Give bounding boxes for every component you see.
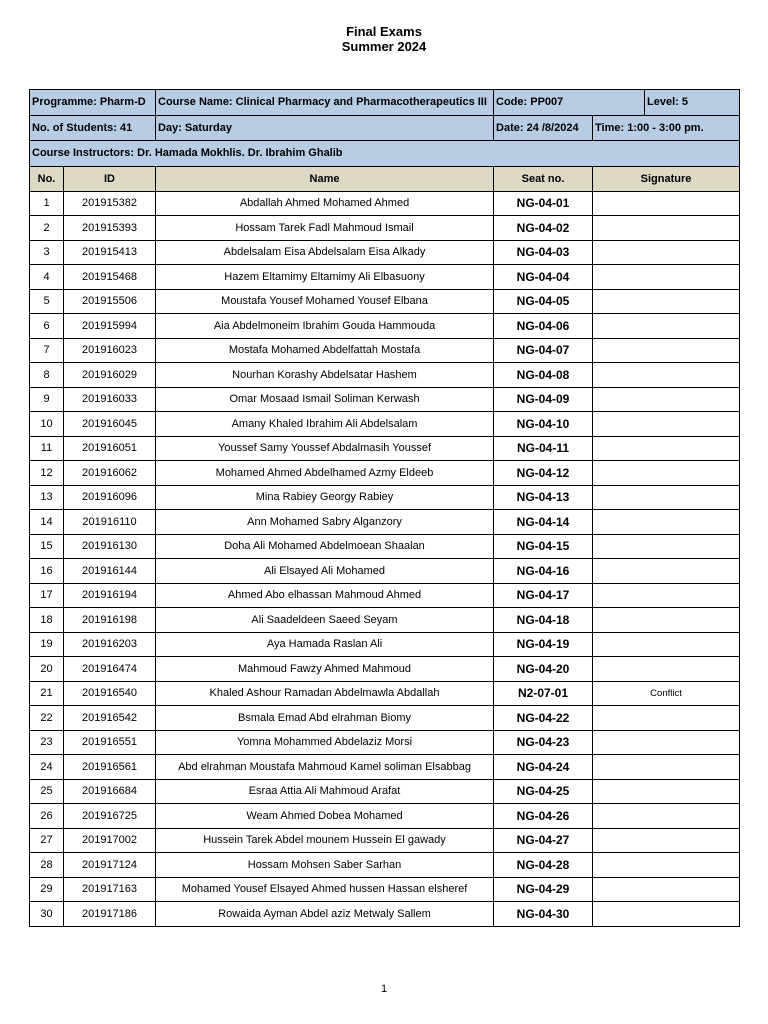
seat-number-cell: NG-04-15 (494, 534, 593, 559)
seat-number-cell: NG-04-16 (494, 559, 593, 584)
signature-cell (593, 755, 740, 780)
row-number-cell: 20 (30, 657, 64, 682)
students-count-cell: No. of Students: 41 (30, 115, 156, 141)
seat-number-cell: NG-04-07 (494, 338, 593, 363)
seat-number-cell: NG-04-14 (494, 510, 593, 535)
table-row (30, 706, 740, 731)
student-name-cell: Youssef Samy Youssef Abdalmasih Youssef (156, 436, 494, 461)
seat-number-cell: NG-04-13 (494, 485, 593, 510)
student-id-cell: 201916684 (64, 779, 156, 804)
signature-cell (593, 387, 740, 412)
row-number-cell: 24 (30, 755, 64, 780)
student-name-cell: Omar Mosaad Ismail Soliman Kerwash (156, 387, 494, 412)
table-row (30, 338, 740, 363)
student-name-cell: Ali Elsayed Ali Mohamed (156, 559, 494, 584)
seat-number-cell: NG-04-27 (494, 828, 593, 853)
student-id-cell: 201916130 (64, 534, 156, 559)
seat-number-cell: NG-04-01 (494, 191, 593, 216)
table-row (30, 681, 740, 706)
table-row (30, 804, 740, 829)
table-row (30, 657, 740, 682)
seat-number-cell: NG-04-06 (494, 314, 593, 339)
instructors-cell: Course Instructors: Dr. Hamada Mokhlis. Dr. Ibrahim Ghalib (30, 141, 740, 167)
row-number-cell: 14 (30, 510, 64, 535)
page-number: 1 (380, 983, 388, 995)
student-name-cell: Bsmala Emad Abd elrahman Biomy (156, 706, 494, 731)
row-number-cell: 18 (30, 608, 64, 633)
row-number-cell: 1 (30, 191, 64, 216)
student-name-cell: Hazem Eltamimy Eltamimy Ali Elbasuony (156, 265, 494, 290)
signature-cell (593, 853, 740, 878)
student-id-cell: 201916062 (64, 461, 156, 486)
column-header-signature: Signature (593, 166, 740, 191)
signature-cell (593, 534, 740, 559)
student-id-cell: 201916045 (64, 412, 156, 437)
signature-cell (593, 657, 740, 682)
table-row (30, 510, 740, 535)
row-number-cell: 5 (30, 289, 64, 314)
row-number-cell: 8 (30, 363, 64, 388)
student-name-cell: Abdelsalam Eisa Abdelsalam Eisa Alkady (156, 240, 494, 265)
seat-number-cell: NG-04-18 (494, 608, 593, 633)
table-row (30, 608, 740, 633)
table-row (30, 265, 740, 290)
student-name-cell: Moustafa Yousef Mohamed Yousef Elbana (156, 289, 494, 314)
row-number-cell: 9 (30, 387, 64, 412)
column-header-name: Name (156, 166, 494, 191)
student-id-cell: 201916144 (64, 559, 156, 584)
student-name-cell: Esraa Attia Ali Mahmoud Arafat (156, 779, 494, 804)
row-number-cell: 16 (30, 559, 64, 584)
table-row (30, 314, 740, 339)
table-row (30, 363, 740, 388)
document-title: Final Exams (346, 24, 422, 39)
info-row-schedule (30, 115, 740, 141)
signature-cell (593, 240, 740, 265)
signature-cell: Conflict (593, 681, 740, 706)
column-header-row (30, 166, 740, 191)
table-row (30, 436, 740, 461)
signature-cell (593, 412, 740, 437)
column-header-no: No. (30, 166, 64, 191)
row-number-cell: 13 (30, 485, 64, 510)
row-number-cell: 12 (30, 461, 64, 486)
student-id-cell: 201916029 (64, 363, 156, 388)
table-row (30, 853, 740, 878)
seat-number-cell: NG-04-19 (494, 632, 593, 657)
exam-sheet-table (29, 89, 740, 927)
table-row (30, 730, 740, 755)
row-number-cell: 17 (30, 583, 64, 608)
row-number-cell: 23 (30, 730, 64, 755)
student-name-cell: Abd elrahman Moustafa Mahmoud Kamel soliman Elsabbag (156, 755, 494, 780)
row-number-cell: 19 (30, 632, 64, 657)
signature-cell (593, 902, 740, 927)
table-row (30, 534, 740, 559)
table-row (30, 559, 740, 584)
student-id-cell: 201917002 (64, 828, 156, 853)
signature-cell (593, 461, 740, 486)
signature-cell (593, 485, 740, 510)
table-row (30, 387, 740, 412)
student-name-cell: Aia Abdelmoneim Ibrahim Gouda Hammouda (156, 314, 494, 339)
day-cell: Day: Saturday (156, 115, 494, 141)
signature-cell (593, 706, 740, 731)
seat-number-cell: NG-04-26 (494, 804, 593, 829)
student-name-cell: Hossam Tarek Fadl Mahmoud Ismail (156, 216, 494, 241)
signature-cell (593, 877, 740, 902)
row-number-cell: 22 (30, 706, 64, 731)
signature-cell (593, 804, 740, 829)
table-row (30, 828, 740, 853)
student-id-cell: 201916542 (64, 706, 156, 731)
seat-number-cell: NG-04-12 (494, 461, 593, 486)
seat-number-cell: NG-04-08 (494, 363, 593, 388)
row-number-cell: 21 (30, 681, 64, 706)
seat-number-cell: N2-07-01 (494, 681, 593, 706)
student-name-cell: Amany Khaled Ibrahim Ali Abdelsalam (156, 412, 494, 437)
student-id-cell: 201917124 (64, 853, 156, 878)
table-row (30, 485, 740, 510)
student-id-cell: 201916474 (64, 657, 156, 682)
seat-number-cell: NG-04-17 (494, 583, 593, 608)
student-name-cell: Hossam Mohsen Saber Sarhan (156, 853, 494, 878)
row-number-cell: 30 (30, 902, 64, 927)
date-cell: Date: 24 /8/2024 (494, 115, 593, 141)
student-name-cell: Mostafa Mohamed Abdelfattah Mostafa (156, 338, 494, 363)
signature-cell (593, 216, 740, 241)
seat-number-cell: NG-04-25 (494, 779, 593, 804)
student-id-cell: 201917163 (64, 877, 156, 902)
student-name-cell: Mohamed Ahmed Abdelhamed Azmy Eldeeb (156, 461, 494, 486)
student-name-cell: Mohamed Yousef Elsayed Ahmed hussen Hassan elsheref (156, 877, 494, 902)
signature-cell (593, 289, 740, 314)
table-row (30, 461, 740, 486)
student-id-cell: 201915468 (64, 265, 156, 290)
seat-number-cell: NG-04-04 (494, 265, 593, 290)
student-id-cell: 201916551 (64, 730, 156, 755)
student-id-cell: 201916561 (64, 755, 156, 780)
signature-cell (593, 559, 740, 584)
seat-number-cell: NG-04-24 (494, 755, 593, 780)
column-header-id: ID (64, 166, 156, 191)
seat-number-cell: NG-04-29 (494, 877, 593, 902)
student-name-cell: Mina Rabiey Georgy Rabiey (156, 485, 494, 510)
student-name-cell: Doha Ali Mohamed Abdelmoean Shaalan (156, 534, 494, 559)
row-number-cell: 4 (30, 265, 64, 290)
student-id-cell: 201917186 (64, 902, 156, 927)
table-row (30, 583, 740, 608)
row-number-cell: 2 (30, 216, 64, 241)
signature-cell (593, 632, 740, 657)
student-name-cell: Weam Ahmed Dobea Mohamed (156, 804, 494, 829)
seat-number-cell: NG-04-22 (494, 706, 593, 731)
student-id-cell: 201916540 (64, 681, 156, 706)
row-number-cell: 28 (30, 853, 64, 878)
signature-cell (593, 583, 740, 608)
student-id-cell: 201916203 (64, 632, 156, 657)
row-number-cell: 27 (30, 828, 64, 853)
student-id-cell: 201916033 (64, 387, 156, 412)
student-name-cell: Ahmed Abo elhassan Mahmoud Ahmed (156, 583, 494, 608)
table-row (30, 755, 740, 780)
info-row-instructors (30, 141, 740, 167)
seat-number-cell: NG-04-30 (494, 902, 593, 927)
student-name-cell: Nourhan Korashy Abdelsatar Hashem (156, 363, 494, 388)
seat-number-cell: NG-04-23 (494, 730, 593, 755)
student-name-cell: Ali Saadeldeen Saeed Seyam (156, 608, 494, 633)
code-cell: Code: PP007 (494, 90, 645, 116)
table-row (30, 412, 740, 437)
student-id-cell: 201916725 (64, 804, 156, 829)
student-name-cell: Mahmoud Fawzy Ahmed Mahmoud (156, 657, 494, 682)
column-header-seat: Seat no. (494, 166, 593, 191)
table-row (30, 779, 740, 804)
signature-cell (593, 510, 740, 535)
student-id-cell: 201916194 (64, 583, 156, 608)
table-row (30, 877, 740, 902)
row-number-cell: 10 (30, 412, 64, 437)
signature-cell (593, 779, 740, 804)
student-id-cell: 201916110 (64, 510, 156, 535)
row-number-cell: 3 (30, 240, 64, 265)
signature-cell (593, 363, 740, 388)
row-number-cell: 29 (30, 877, 64, 902)
seat-number-cell: NG-04-10 (494, 412, 593, 437)
student-id-cell: 201915413 (64, 240, 156, 265)
table-row (30, 632, 740, 657)
student-name-cell: Ann Mohamed Sabry Alganzory (156, 510, 494, 535)
seat-number-cell: NG-04-03 (494, 240, 593, 265)
table-row (30, 240, 740, 265)
course-name-cell: Course Name: Clinical Pharmacy and Pharmacotherapeutics III (156, 90, 494, 116)
student-name-cell: Khaled Ashour Ramadan Abdelmawla Abdallah (156, 681, 494, 706)
document-subtitle: Summer 2024 (341, 39, 427, 54)
table-row (30, 191, 740, 216)
info-row-course (30, 90, 740, 116)
student-name-cell: Yomna Mohammed Abdelaziz Morsi (156, 730, 494, 755)
table-row (30, 216, 740, 241)
seat-number-cell: NG-04-09 (494, 387, 593, 412)
student-name-cell: Hussein Tarek Abdel mounem Hussein El gawady (156, 828, 494, 853)
table-row (30, 902, 740, 927)
student-id-cell: 201915382 (64, 191, 156, 216)
table-row (30, 289, 740, 314)
student-name-cell: Aya Hamada Raslan Ali (156, 632, 494, 657)
seat-number-cell: NG-04-11 (494, 436, 593, 461)
time-cell: Time: 1:00 - 3:00 pm. (593, 115, 740, 141)
student-id-cell: 201915994 (64, 314, 156, 339)
signature-cell (593, 338, 740, 363)
signature-cell (593, 314, 740, 339)
student-id-cell: 201916096 (64, 485, 156, 510)
seat-number-cell: NG-04-05 (494, 289, 593, 314)
seat-number-cell: NG-04-02 (494, 216, 593, 241)
signature-cell (593, 265, 740, 290)
seat-number-cell: NG-04-20 (494, 657, 593, 682)
level-cell: Level: 5 (645, 90, 740, 116)
programme-cell: Programme: Pharm-D (30, 90, 156, 116)
student-name-cell: Rowaida Ayman Abdel aziz Metwaly Sallem (156, 902, 494, 927)
student-id-cell: 201915506 (64, 289, 156, 314)
row-number-cell: 11 (30, 436, 64, 461)
row-number-cell: 6 (30, 314, 64, 339)
row-number-cell: 26 (30, 804, 64, 829)
row-number-cell: 15 (30, 534, 64, 559)
row-number-cell: 7 (30, 338, 64, 363)
signature-cell (593, 608, 740, 633)
document-title-block (0, 24, 768, 54)
signature-cell (593, 828, 740, 853)
signature-cell (593, 191, 740, 216)
student-id-cell: 201915393 (64, 216, 156, 241)
student-id-cell: 201916051 (64, 436, 156, 461)
row-number-cell: 25 (30, 779, 64, 804)
signature-cell (593, 436, 740, 461)
student-name-cell: Abdallah Ahmed Mohamed Ahmed (156, 191, 494, 216)
student-id-cell: 201916198 (64, 608, 156, 633)
student-id-cell: 201916023 (64, 338, 156, 363)
seat-number-cell: NG-04-28 (494, 853, 593, 878)
signature-cell (593, 730, 740, 755)
